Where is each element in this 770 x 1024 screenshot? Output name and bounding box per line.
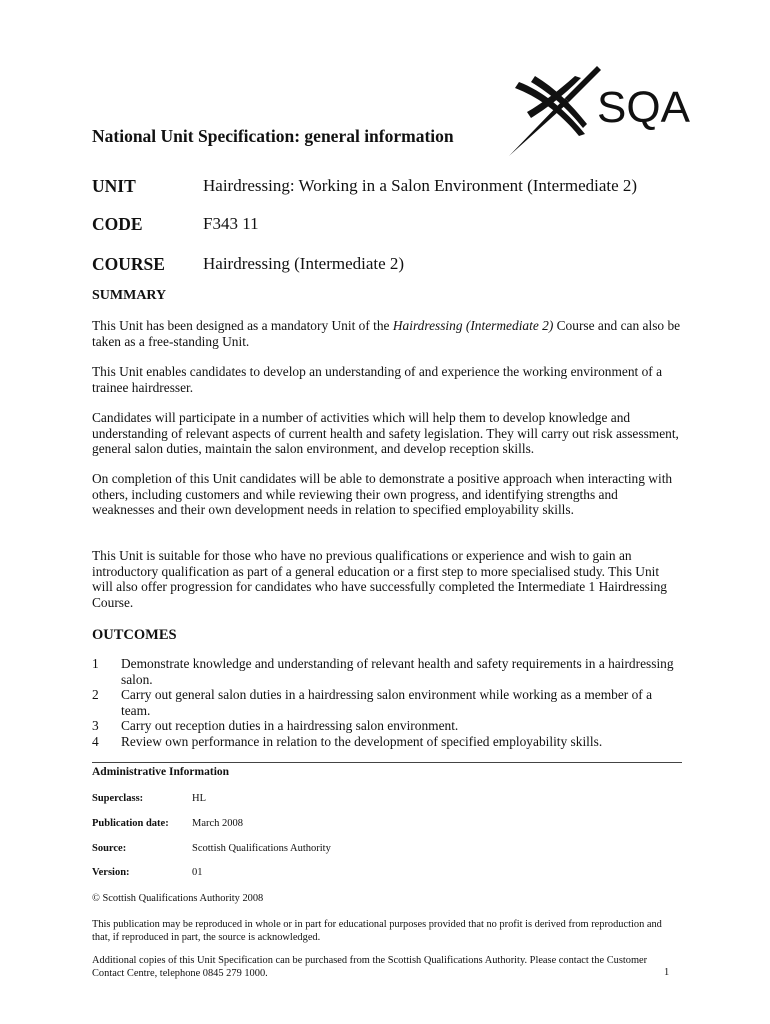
outcome-item (92, 718, 682, 734)
outcomes-heading: OUTCOMES (92, 627, 177, 643)
course-value: Hairdressing (Intermediate 2) (203, 254, 405, 273)
summary-paragraph-4: On completion of this Unit candidates will be able to demonstrate a positive approach when interacting with others, including customers and while reviewing their own progress, and identifying strengths and weaknesses and their own development needs in relation to specified employability skills. (92, 471, 673, 518)
outcomes-list (92, 656, 682, 750)
code-value: F343 11 (203, 214, 259, 233)
outcome-item (92, 656, 682, 687)
summary-paragraph-1 (92, 318, 682, 349)
page-number: 1 (664, 967, 670, 978)
outcome-item (92, 734, 682, 750)
outcome-number: 1 (92, 656, 99, 671)
summary-paragraph-2: This Unit enables candidates to develop an understanding of and experience the working environment of a trainee hairdresser. (92, 364, 663, 395)
section-divider (92, 762, 682, 763)
copyright-notice: © Scottish Qualifications Authority 2008 (92, 893, 264, 904)
outcome-item (92, 687, 682, 718)
admin-label: Superclass: (92, 793, 144, 804)
copies-notice: Additional copies of this Unit Specification can be purchased from the Scottish Qualifications Authority. Please contact the Customer Contact Centre, telephone 0845 279 1000. (92, 955, 648, 979)
summary-paragraph-5: This Unit is suitable for those who have no previous qualifications or experience and wish to gain an introductory qualification as part of a general education or a first step to more specialised study. This Unit will also offer progression for candidates who have successfully completed the Intermediate 1 Hairdressing Course. (92, 548, 667, 610)
outcome-number: 4 (92, 733, 99, 749)
reproduction-notice: This publication may be reproduced in whole or in part for educational purposes provided that no profit is derived from reproduction and that, if reproduced in part, the source is acknowledged. (92, 919, 662, 943)
unit-value: Hairdressing: Working in a Salon Environment (Intermediate 2) (203, 176, 638, 195)
page-title: National Unit Specification: general information (92, 126, 454, 146)
summary-heading: SUMMARY (92, 288, 167, 303)
summary-paragraph-3: Candidates will participate in a number of activities which will help them to develop knowledge and understanding of relevant aspects of current health and safety legislation. They will carry out risk assessment, general salon duties, maintain the salon environment, and develop reception skills. (92, 410, 679, 457)
unit-label: UNIT (92, 176, 136, 196)
admin-label: Publication date: (92, 818, 169, 829)
admin-heading: Administrative Information (92, 766, 230, 778)
admin-value: 01 (192, 867, 203, 878)
outcome-text: Demonstrate knowledge and understanding of relevant health and safety requirements in a hairdressing salon. (121, 656, 674, 687)
summary-p1-end: Course and can also be taken as a free-standing Unit. (92, 318, 681, 349)
summary-p1-start: This Unit has been designed as a mandatory Unit of the (92, 318, 393, 333)
sqa-logo (505, 62, 697, 158)
outcome-number: 2 (92, 687, 99, 703)
course-label: COURSE (92, 254, 165, 274)
outcome-number: 3 (92, 718, 99, 734)
admin-value: HL (192, 793, 206, 804)
outcome-text: Carry out reception duties in a hairdressing salon environment. (121, 718, 459, 734)
sqa-logo-text: SQA (597, 83, 690, 132)
code-label: CODE (92, 214, 143, 234)
outcome-text: Carry out general salon duties in a hairdressing salon environment while working as a member of a team. (121, 687, 653, 718)
admin-label: Version: (92, 867, 130, 878)
admin-value: March 2008 (192, 818, 244, 829)
course-name-italic: Hairdressing (Intermediate 2) (392, 318, 554, 333)
saltire-icon (505, 62, 697, 158)
admin-value: Scottish Qualifications Authority (192, 843, 331, 854)
outcome-text: Review own performance in relation to the development of specified employability skills. (121, 733, 603, 749)
admin-label: Source: (92, 843, 127, 854)
